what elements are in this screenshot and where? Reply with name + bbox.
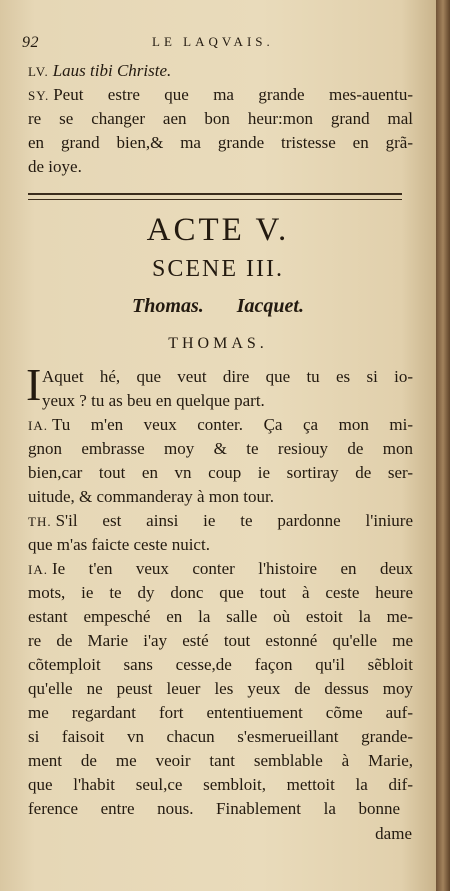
text-line: si faisoit vn chacun s'esmerueillant grande- bbox=[28, 727, 413, 746]
scene-persons bbox=[0, 295, 436, 318]
page-number: 92 bbox=[22, 34, 39, 51]
text-line: que m'as faicte ceste nuict. bbox=[28, 535, 210, 554]
catchword: dame bbox=[375, 824, 412, 843]
text-line bbox=[28, 84, 413, 107]
running-title: LE LAQVAIS. bbox=[152, 34, 274, 49]
text-line: mots, ie te dy donc que tout à ceste heure bbox=[28, 583, 413, 602]
text-line: Aquet hé, que veut dire que tu es si io- bbox=[42, 367, 413, 386]
text-line bbox=[28, 558, 413, 581]
text-line: que l'habit seul,ce sembloit, mettoit la dif- bbox=[28, 775, 413, 794]
book-gutter bbox=[436, 0, 450, 891]
text-line: estant empesché en la salle où estoit la me- bbox=[28, 607, 413, 626]
text-line: re se changer aen bon heur:mon grand mal bbox=[28, 109, 413, 128]
speaker-heading: THOMAS. bbox=[168, 335, 268, 352]
text-line: bien,car tout en vn coup ie sortiray de ser- bbox=[28, 463, 413, 482]
text-line: cõtemploit sans cesse,de façon qu'il sẽbloit bbox=[28, 655, 413, 674]
scene-title: SCENE III. bbox=[152, 256, 284, 282]
text-line: en grand bien,& ma grande tristesse en grã- bbox=[28, 133, 413, 152]
line-text: Laus tibi Christe. bbox=[52, 61, 172, 80]
ornamental-rule bbox=[28, 193, 402, 200]
line-text: Ie t'en veux conter l'histoire en deux bbox=[51, 559, 413, 578]
person-name: Iacquet. bbox=[236, 295, 304, 317]
text-line: de ioye. bbox=[28, 157, 82, 176]
line-text: Tu m'en veux conter. Ça ça mon mi- bbox=[51, 415, 413, 434]
line-text: S'il est ainsi ie te pardonne l'iniure bbox=[55, 511, 413, 530]
text-line: ference entre nous. Finablement la bonne bbox=[28, 799, 400, 818]
text-line: re de Marie i'ay esté tout estonné qu'elle me bbox=[28, 631, 413, 650]
text-line bbox=[28, 510, 413, 533]
text-line: uitude, & commanderay à mon tour. bbox=[28, 487, 274, 506]
speaker-abbrev: SY. bbox=[28, 88, 50, 103]
person-name: Thomas. bbox=[132, 295, 204, 317]
text-line: yeux ? tu as beu en quelque part. bbox=[42, 391, 265, 410]
speaker-abbrev: TH. bbox=[28, 514, 52, 529]
speaker-abbrev: IA. bbox=[28, 418, 48, 433]
drop-cap: I bbox=[26, 359, 42, 410]
act-title: ACTE V. bbox=[146, 212, 290, 248]
text-line: ment de me veoir tant semblable à Marie, bbox=[28, 751, 413, 770]
speaker-abbrev: IA. bbox=[28, 562, 48, 577]
text-line bbox=[28, 60, 413, 83]
line-text: Peut estre que ma grande mes-auentu- bbox=[53, 85, 413, 104]
text-line: qu'elle ne peust leuer les yeux de dessus moy bbox=[28, 679, 413, 698]
text-line bbox=[28, 414, 413, 437]
speaker-abbrev: LV. bbox=[28, 64, 49, 79]
text-line: gnon embrasse moy & te resiouy de mon bbox=[28, 439, 413, 458]
running-head bbox=[22, 34, 422, 54]
text-line: me regardant fort ententiuement cõme auf- bbox=[28, 703, 413, 722]
